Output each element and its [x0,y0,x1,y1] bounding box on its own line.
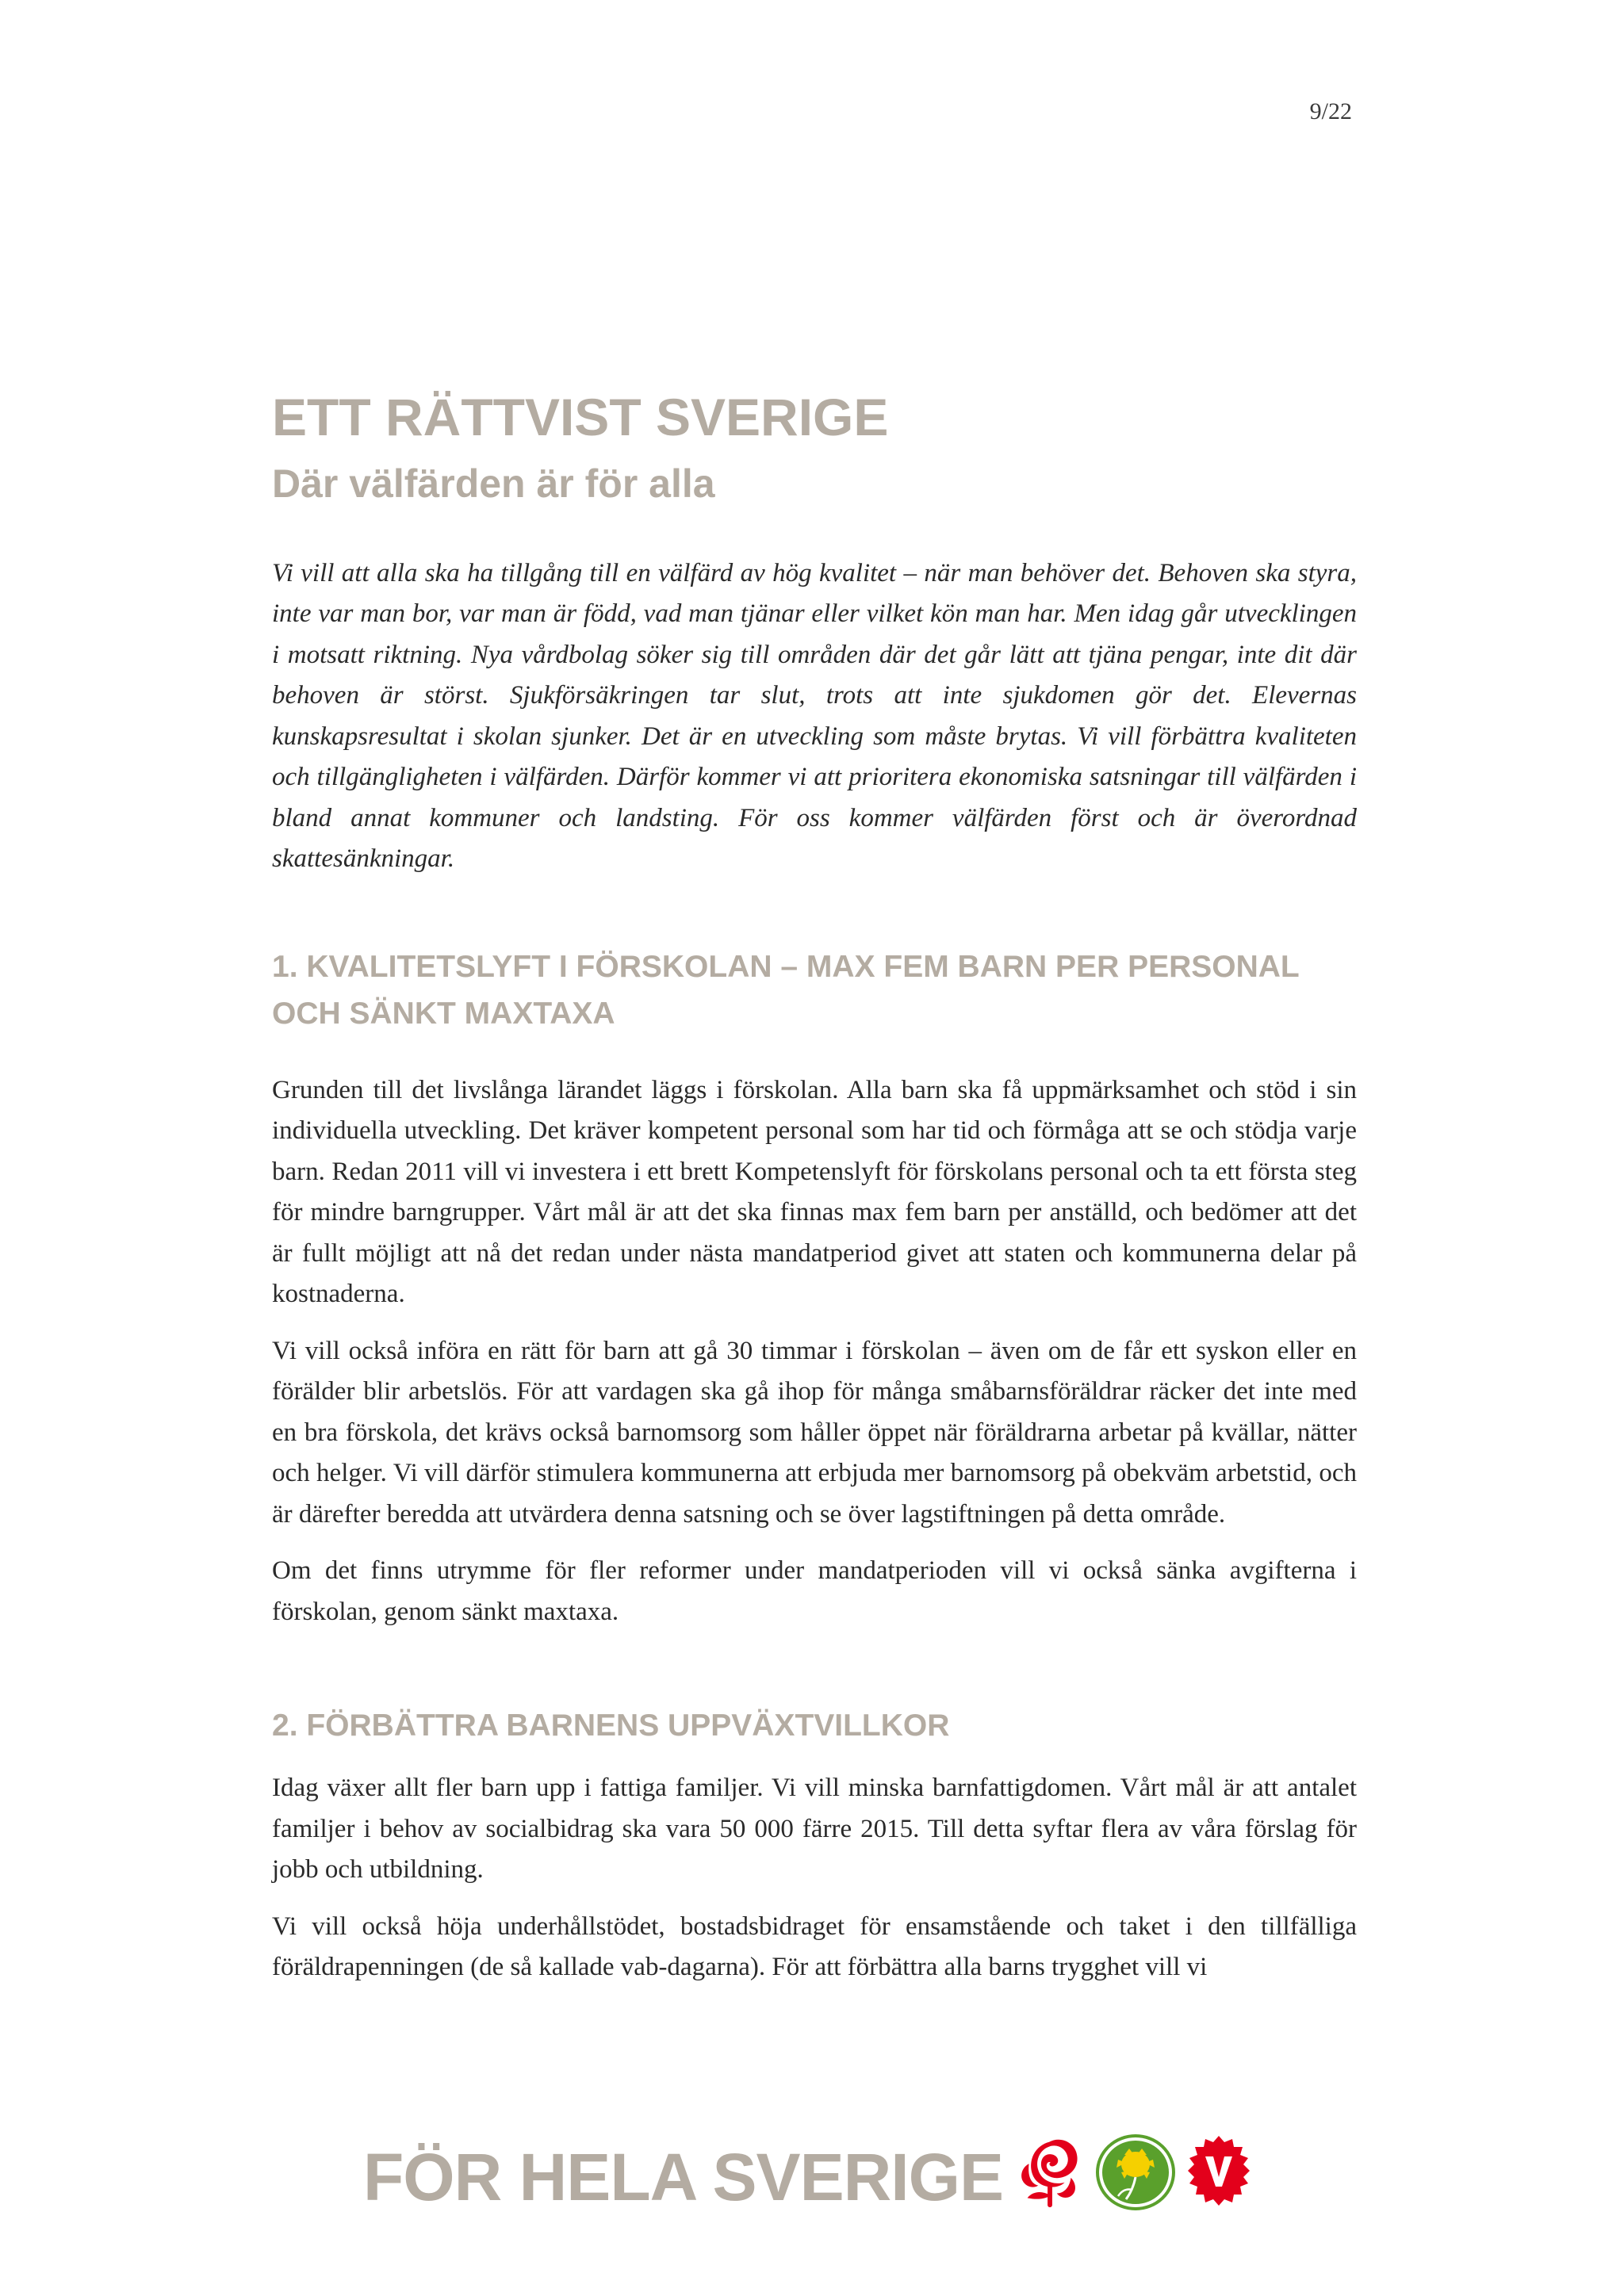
footer [0,2125,1624,2220]
footer-slogan: FÖR HELA SVERIGE [363,2140,1003,2214]
section-1-paragraph-2: Vi vill också införa en rätt för barn att gå 30 timmar i förskolan – även om de får ett syskon eller en förälder blir arbetslös. För att vardagen ska gå ihop för många småbarnsföräldrar räcker det inte med en bra förskola, det krävs också barnomsorg som håller öppet när föräldrarna arbetar på kvällar, nätter och helger. Vi vill därför stimulera kommunerna att erbjuda mer barnomsorg på obekväm arbetstid, och är därefter beredda att utvärdera denna satsning och se över lagstiftningen på detta område. [272,1336,1357,1529]
v-logo-icon [1183,2133,1254,2209]
page-title: ETT RÄTTVIST SVERIGE [272,388,889,446]
section-2-paragraph-2: Vi vill också höja underhållstödet, bostadsbidraget för ensamstående och taket i den tillfälliga föräldrapenningen (de så kallade vab-dagarna). För att förbättra alla barns trygghet vill vi [272,1911,1357,1982]
section-heading-1: 1. KVALITETSLYFT I FÖRSKOLAN – MAX FEM BARN PER PERSONAL OCH SÄNKT MAXTAXA [272,949,1300,1031]
page-number: 9/22 [1309,98,1352,124]
section-1-paragraph-3: Om det finns utrymme för fler reformer under mandatperioden vill vi också sänka avgifterna i förskolan, genom sänkt maxtaxa. [272,1556,1357,1626]
section-2-paragraph-1: Idag växer allt fler barn upp i fattiga familjer. Vi vill minska barnfattigdomen. Vårt mål är att antalet familjer i behov av socialbidrag ska vara 50 000 färre 2015. Till detta syftar flera av våra förslag för jobb och utbildning. [272,1774,1357,1885]
dandelion-logo-icon [1094,2133,1177,2212]
page-subtitle: Där välfärden är för alla [272,461,715,506]
page-content [272,388,1357,1988]
section-heading-2: 2. FÖRBÄTTRA BARNENS UPPVÄXTVILLKOR [272,1709,950,1743]
section-1-paragraph-1: Grunden till det livslånga lärandet läggs i förskolan. Alla barn ska få uppmärksamhet och stöd i sin individuella utveckling. Det kräver kompetent personal som har tid och förmåga att se och stödja varje barn. Redan 2011 vill vi investera i ett brett Kompetenslyft för förskolans personal och ta ett första steg för mindre barngrupper. Vårt mål är att det ska finnas max fem barn per anställd, och bedömer att det är fullt möjligt att nå det redan under nästa mandatperiod givet att staten och kommunerna delar på kostnaderna. [272,1075,1357,1309]
rose-logo-icon [1012,2133,1090,2210]
intro-paragraph: Vi vill att alla ska ha tillgång till en välfärd av hög kvalitet – när man behöver det. Behoven ska styra, inte var man bor, var man är född, vad man tjänar eller vilket kön man har. Men idag går utvecklingen i motsatt riktning. Nya vårdbolag söker sig till områden där det går lätt att tjäna pengar, inte dit där behoven är störst. Sjukförsäkringen tar slut, trots att inte sjukdomen gör det. Elevernas kunskapsresultat i skolan sjunker. Det är en utveckling som måste brytas. Vi vill förbättra kvaliteten och tillgängligheten i välfärden. Därför kommer vi att prioritera ekonomiska satsningar till välfärden i bland annat kommuner och landsting. För oss kommer välfärden först och är överordnad skattesänkningar. [272,558,1357,874]
